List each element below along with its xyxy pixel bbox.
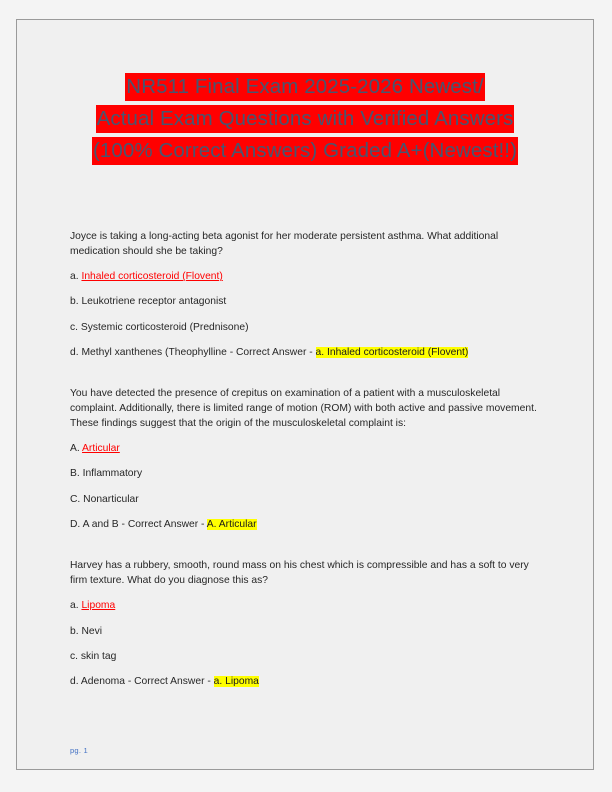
option-text: Nevi (81, 625, 103, 637)
option-text: Methyl xanthenes (Theophylline - Correct Answer - (81, 346, 316, 358)
answer-option[interactable] (70, 493, 548, 508)
option-text: Leukotriene receptor antagonist (81, 296, 227, 308)
option-text-selected: Inhaled corticosteroid (Flovent) (81, 271, 223, 283)
answer-option[interactable] (70, 467, 548, 482)
option-text: skin tag (80, 650, 117, 662)
option-text-selected: Articular (82, 443, 120, 455)
option-text: Adenoma - Correct Answer - (80, 676, 214, 688)
option-letter: B. (70, 468, 83, 480)
question-block (70, 559, 548, 689)
answer-option[interactable] (70, 650, 548, 665)
page-number-footer: pg. 1 (70, 746, 88, 755)
option-letter: b. (70, 296, 82, 308)
title-line-2-text: Actual Exam Questions with Verified Answers (96, 105, 515, 133)
question-stem: Joyce is taking a long-acting beta agonist for her moderate persistent asthma. What additional medication should she be taking? (70, 231, 499, 257)
option-text-selected: Lipoma (81, 600, 116, 612)
title-line-1-text: NR511 Final Exam 2025-2026 Newest/ (125, 73, 484, 101)
option-letter: C. (70, 493, 84, 505)
title-line-3 (17, 136, 593, 167)
option-text: Nonarticular (83, 493, 139, 505)
answer-option[interactable] (70, 346, 548, 361)
option-letter: c. (70, 650, 81, 662)
option-text: Systemic corticosteroid (Prednisone) (80, 321, 249, 333)
answer-option[interactable] (70, 270, 548, 285)
answer-option[interactable] (70, 599, 548, 614)
document-page (16, 19, 594, 770)
title-line-1 (17, 72, 593, 103)
title-line-3-text: (100% Correct Answers) Graded A+(Newest!!) (92, 137, 518, 165)
question-stem: You have detected the presence of crepitus on examination of a patient with a musculoskeletal complaint. Additionally, there is limited range of motion (ROM) with both active and passive movement. These findings suggest that the origin of the musculoskeletal complaint is: (70, 388, 537, 429)
answer-option[interactable] (70, 625, 548, 640)
option-letter: a. (70, 271, 82, 283)
questions-container (70, 230, 548, 690)
question-block (70, 387, 548, 532)
option-text: A and B - Correct Answer - (82, 518, 207, 530)
correct-answer-highlight: A. Articular (206, 518, 257, 530)
answer-option[interactable] (70, 675, 548, 690)
document-title (17, 72, 593, 168)
page-content-area (17, 20, 593, 769)
option-letter: D. (70, 518, 83, 530)
option-letter: d. (70, 346, 82, 358)
option-letter: c. (70, 321, 81, 333)
question-stem: Harvey has a rubbery, smooth, round mass on his chest which is compressible and has a soft to very firm texture. What do you diagnose this as? (70, 560, 529, 586)
answer-option[interactable] (70, 442, 548, 457)
answer-option[interactable] (70, 518, 548, 533)
option-letter: a. (70, 600, 82, 612)
option-letter: d. (70, 676, 81, 688)
correct-answer-highlight: a. Inhaled corticosteroid (Flovent) (315, 346, 469, 358)
answer-option[interactable] (70, 321, 548, 336)
answer-option[interactable] (70, 295, 548, 310)
correct-answer-highlight: a. Lipoma (213, 676, 259, 688)
question-block (70, 230, 548, 360)
option-letter: A. (70, 443, 83, 455)
option-text: Inflammatory (82, 468, 143, 480)
title-line-2 (17, 104, 593, 135)
option-letter: b. (70, 625, 82, 637)
